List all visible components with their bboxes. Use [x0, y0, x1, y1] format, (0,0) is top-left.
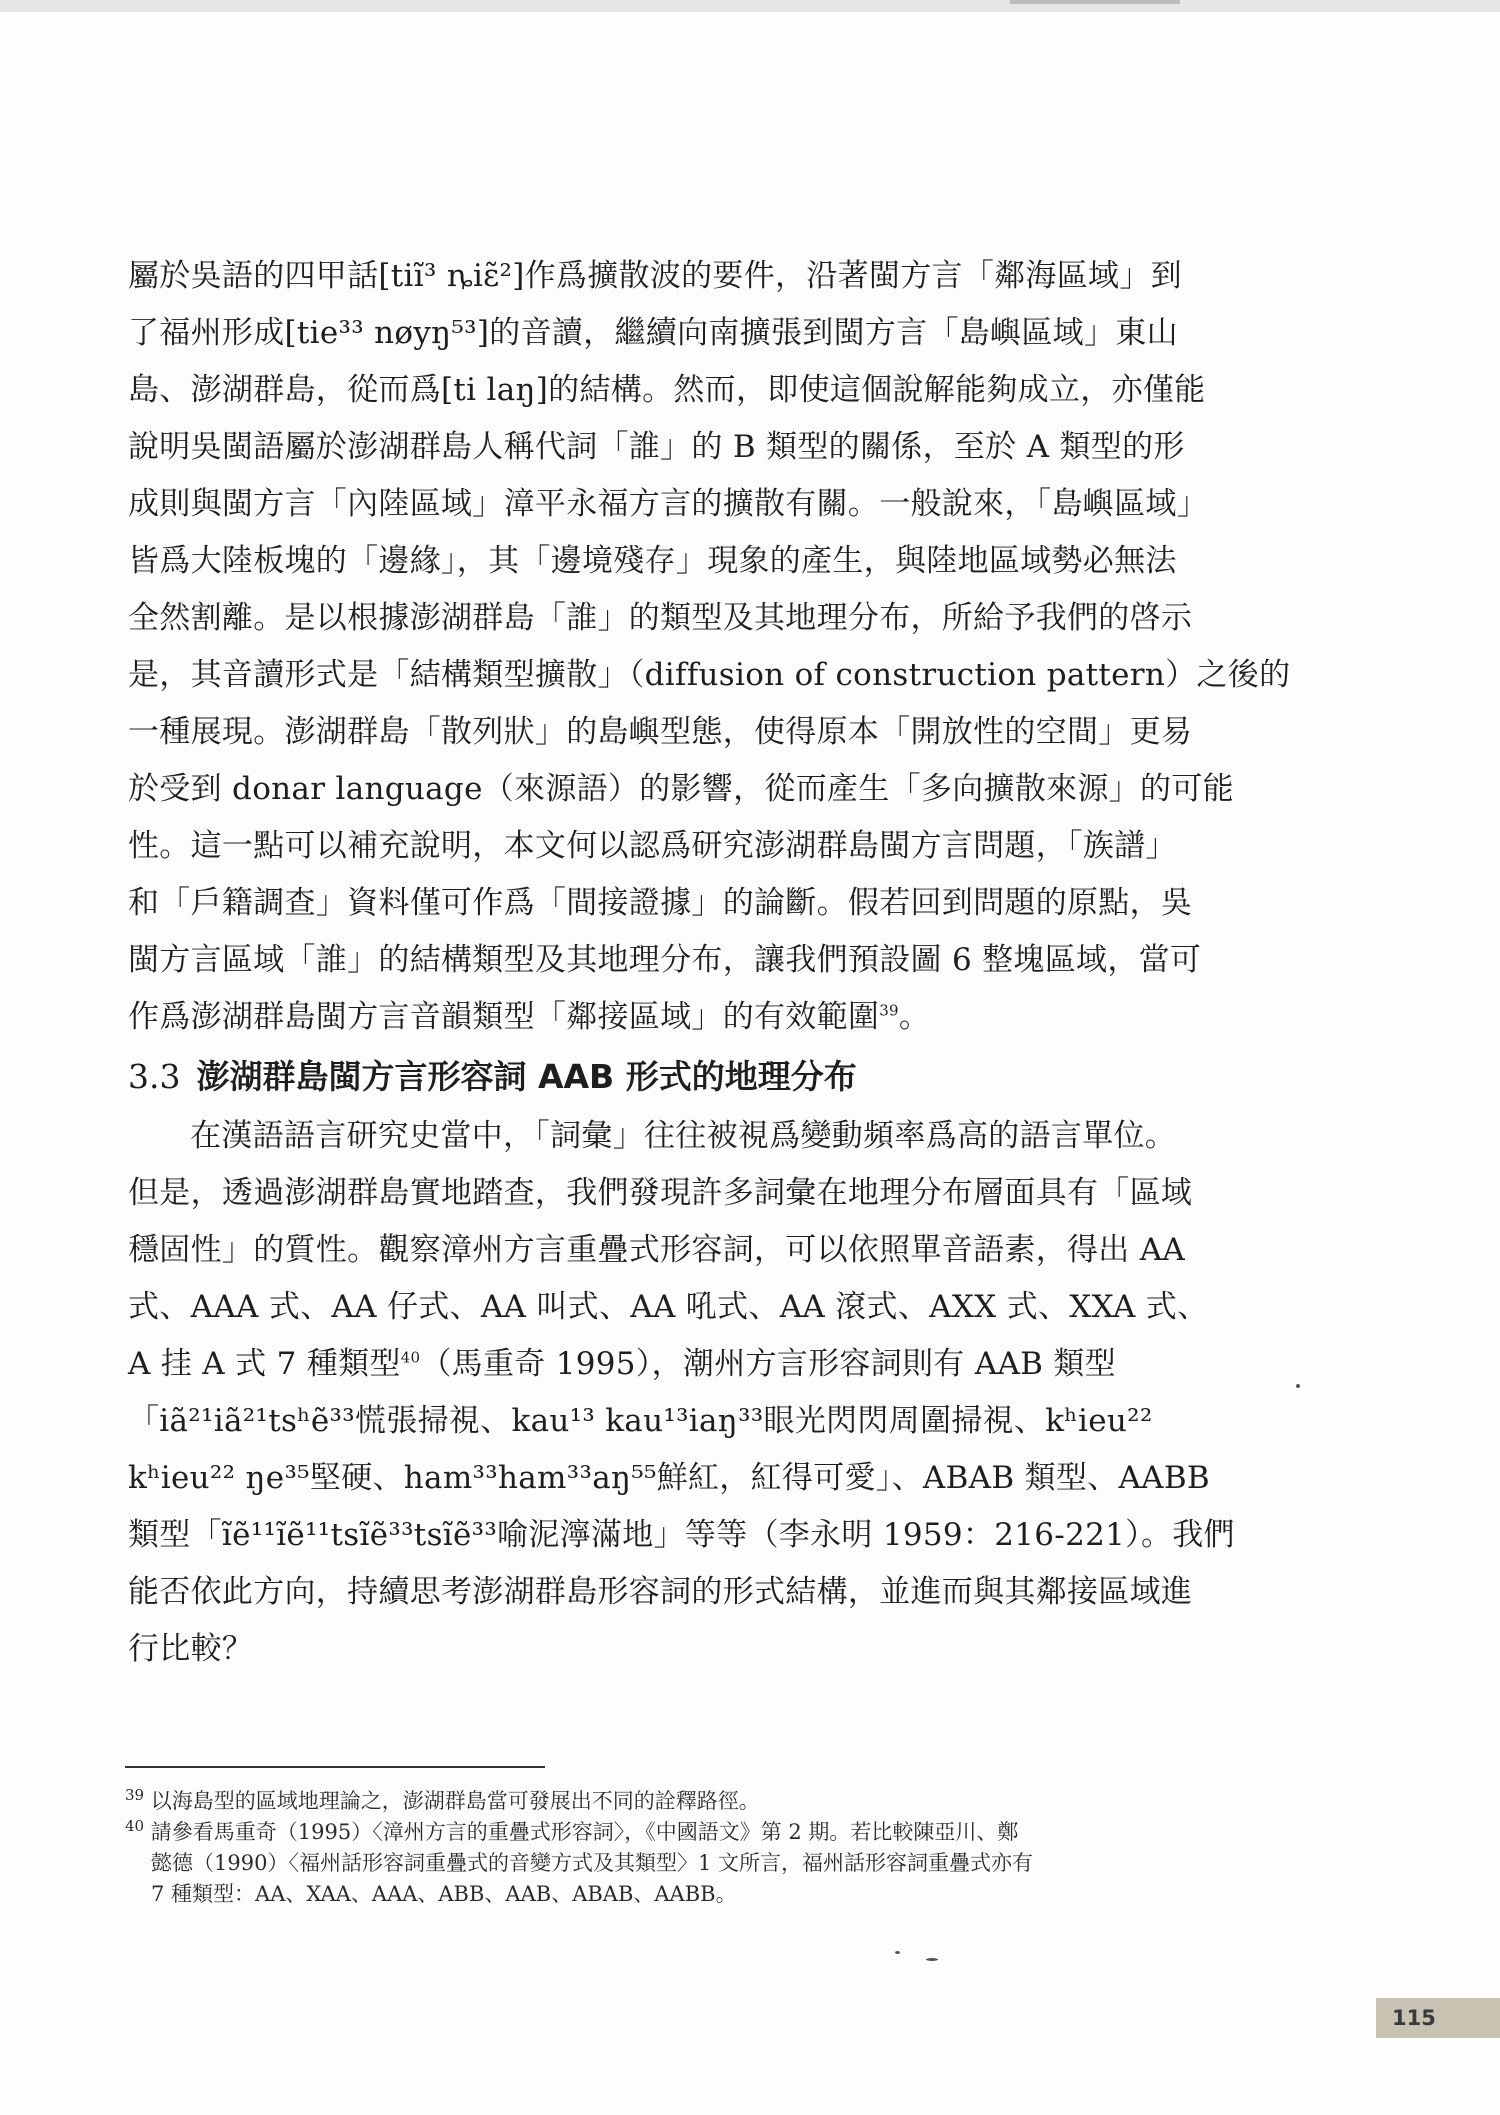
- footnote-continuation: 懿德（1990）〈福州話形容詞重疊式的音變方式及其類型〉1 文所言，福州話形容詞重疊式亦有: [151, 1851, 1033, 1875]
- line-text: 作爲澎湖群島閩方言音韻類型「鄰接區域」的有效範圍: [128, 999, 880, 1035]
- paragraph-line: 島、澎湖群島，從而爲[ti laŋ]的結構。然而，即使這個說解能夠成立，亦僅能: [128, 372, 1206, 408]
- footnote-ref-39[interactable]: 39: [879, 1001, 899, 1020]
- paragraph-line: kʰieu²² ŋe³⁵堅硬、ham³³ham³³aŋ⁵⁵鮮紅，紅得可愛」、ABAB 類型、AABB: [128, 1460, 1211, 1496]
- main-text: [128, 248, 1291, 1678]
- footnotes: [125, 1786, 1245, 1910]
- paragraph-line: 和「戶籍調查」資料僅可作爲「間接證據」的論斷。假若回到問題的原點，吳: [128, 885, 1193, 921]
- scan-speck: [1296, 1384, 1300, 1388]
- paragraph-line: 皆爲大陸板塊的「邊緣」，其「邊境殘存」現象的產生，與陸地區域勢必無法: [128, 543, 1177, 579]
- footnote-text: 請參看馬重奇（1995）〈漳州方言的重疊式形容詞〉，《中國語文》第 2 期。若比較陳亞川、鄭: [150, 1820, 1019, 1844]
- section-heading: [128, 1046, 1240, 1108]
- line-text: A 挂 A 式 7 種類型: [128, 1346, 401, 1382]
- paragraph-line: 行比較？: [128, 1631, 254, 1667]
- footnote-number: 39: [125, 1786, 145, 1804]
- paragraph-line: 在漢語語言研究史當中，「詞彙」往往被視爲變動頻率爲高的語言單位。: [190, 1118, 1177, 1154]
- paragraph-line: 式、AAA 式、AA 仔式、AA 叫式、AA 吼式、AA 滾式、AXX 式、XXA 式、: [128, 1289, 1209, 1325]
- page-number: 115: [1376, 1998, 1500, 2038]
- footnote-40: [125, 1817, 1245, 1848]
- scan-top-mark: [1010, 0, 1180, 4]
- paragraph-line: 閩方言區域「誰」的結構類型及其地理分布，讓我們預設圖 6 整塊區域，當可: [128, 942, 1202, 978]
- paragraph-line: 「iã²¹iã²¹tsʰẽ³³慌張掃視、kau¹³ kau¹³iaŋ³³眼光閃閃周圍掃視、kʰieu²²: [128, 1403, 1153, 1439]
- line-text: （馬重奇 1995），潮州方言形容詞則有 AAB 類型: [420, 1346, 1116, 1382]
- paragraph-line: 是，其音讀形式是「結構類型擴散」（diffusion of construction pattern）之後的: [128, 657, 1291, 693]
- scan-top-edge: [0, 0, 1500, 12]
- paragraph-line: 全然割離。是以根據澎湖群島「誰」的類型及其地理分布，所給予我們的啓示: [128, 600, 1193, 636]
- section-title: 澎湖群島閩方言形容詞 AAB 形式的地理分布: [196, 1057, 857, 1096]
- footnote-text: 以海島型的區域地理論之，澎湖群島當可發展出不同的詮釋路徑。: [150, 1789, 760, 1813]
- footnote-ref-40[interactable]: 40: [400, 1348, 421, 1367]
- footnote-number: 40: [125, 1817, 145, 1835]
- paragraph-line: [128, 1336, 1240, 1393]
- scan-speck: [926, 1958, 938, 1961]
- paragraph-line: 穩固性」的質性。觀察漳州方言重疊式形容詞，可以依照單音語素，得出 AA: [128, 1232, 1186, 1268]
- paragraph-line: 說明吳閩語屬於澎湖群島人稱代詞「誰」的 B 類型的關係，至於 A 類型的形: [128, 429, 1185, 465]
- paragraph-line: 類型「ĩẽ¹¹ĩẽ¹¹tsĩẽ³³tsĩẽ³³喻泥濘滿地」等等（李永明 1959：216-221）。我們: [128, 1517, 1235, 1553]
- paragraph-line: 能否依此方向，持續思考澎湖群島形容詞的形式結構，並進而與其鄰接區域進: [128, 1574, 1193, 1610]
- paragraph-line: 但是，透過澎湖群島實地踏查，我們發現許多詞彙在地理分布層面具有「區域: [128, 1175, 1193, 1211]
- paragraph-line: 成則與閩方言「內陸區域」漳平永福方言的擴散有關。一般說來，「島嶼區域」: [128, 486, 1208, 522]
- footnote-39: [125, 1786, 1245, 1817]
- section-number: 3.3: [128, 1057, 181, 1096]
- footnote-continuation: 7 種類型：AA、XAA、AAA、ABB、AAB、ABAB、AABB。: [151, 1882, 737, 1906]
- paragraph-line: 性。這一點可以補充說明，本文何以認爲研究澎湖群島閩方言問題，「族譜」: [128, 828, 1177, 864]
- line-end: 。: [898, 999, 931, 1035]
- paragraph-line: [128, 989, 1240, 1046]
- paragraph-line: 屬於吳語的四甲話[tiĩ³ ȵiɛ̃²]作爲擴散波的要件，沿著閩方言「鄰海區域」到: [128, 258, 1182, 294]
- footnote-divider: [125, 1766, 545, 1768]
- paragraph-line: 於受到 donar language（來源語）的影響，從而產生「多向擴散來源」的可能: [128, 771, 1234, 807]
- scan-speck: [895, 1951, 900, 1954]
- paragraph-line: 了福州形成[tie³³ nøyŋ⁵³]的音讀，繼續向南擴張到閩方言「島嶼區域」東山: [128, 315, 1178, 351]
- paragraph-line: 一種展現。澎湖群島「散列狀」的島嶼型態，使得原本「開放性的空間」更易: [128, 714, 1193, 750]
